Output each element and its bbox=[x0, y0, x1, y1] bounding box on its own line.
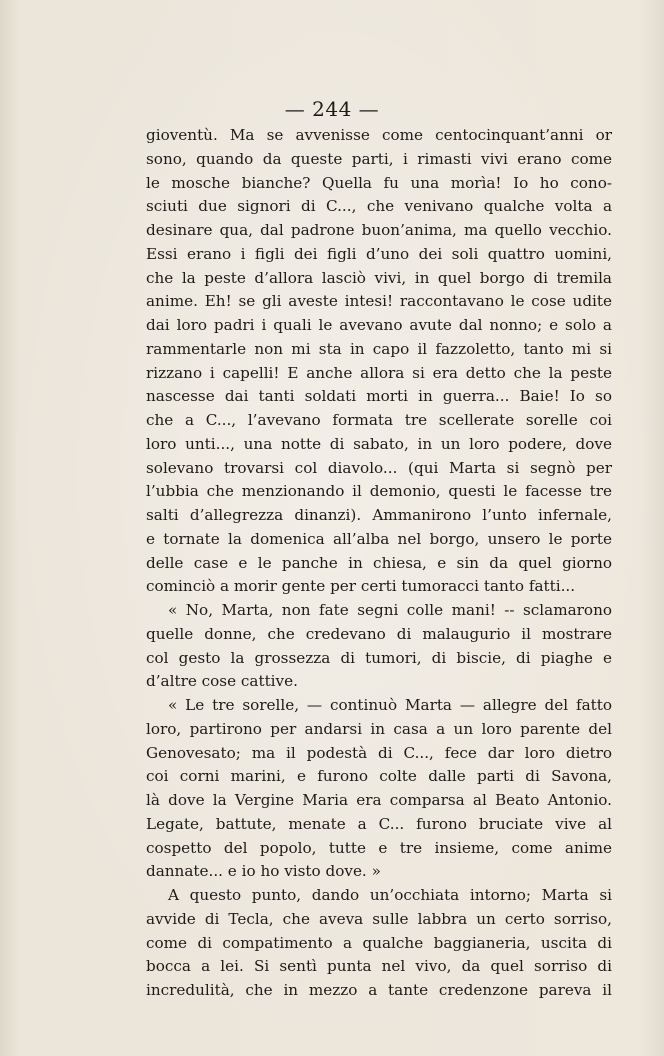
text-line: cominciò a morir gente per certi tumoracci tanto fatti... bbox=[146, 577, 576, 596]
text-line: cospetto del popolo, tutte e tre insieme, come anime bbox=[146, 838, 612, 857]
text-line: l’ubbia che menzionando il demonio, questi le facesse tre bbox=[146, 482, 612, 501]
text-line: Genovesato; ma il podestà di C..., fece dar loro dietro bbox=[146, 743, 612, 762]
text-line: d’altre cose cattive. bbox=[146, 672, 298, 691]
text-line: avvide di Tecla, che aveva sulle labbra un certo sorriso, bbox=[146, 909, 612, 928]
text-line: delle case e le panche in chiesa, e sin da quel giorno bbox=[146, 553, 612, 572]
text-line: nascesse dai tanti soldati morti in guerra... Baie! Io so bbox=[146, 387, 612, 406]
text-line: coi corni marini, e furono colte dalle parti di Savona, bbox=[146, 767, 612, 786]
text-line: col gesto la grossezza di tumori, di biscie, di piaghe e bbox=[146, 648, 612, 667]
text-line: incredulità, che in mezzo a tante credenzone pareva il bbox=[146, 981, 612, 999]
text-line: quelle donne, che credevano di malaugurio il mostrare bbox=[146, 624, 612, 643]
text-line: « Le tre sorelle, — continuò Marta — allegre del fatto bbox=[168, 696, 612, 714]
text-line: dannate... e io ho visto dove. » bbox=[146, 862, 381, 881]
page-number: — 244 — bbox=[284, 97, 380, 121]
text-line: salti d’allegrezza dinanzi). Ammanirono l’unto infernale, bbox=[146, 506, 612, 524]
text-line: come di compatimento a qualche baggianeria, uscita di bbox=[146, 933, 612, 952]
text-line: bocca a lei. Si sentì punta nel vivo, da quel sorriso di bbox=[146, 957, 612, 976]
body-text bbox=[146, 124, 612, 1003]
text-line: sono, quando da queste parti, i rimasti vivi erano come bbox=[146, 149, 612, 168]
text-line: loro unti..., una notte di sabato, in un loro podere, dove bbox=[146, 434, 612, 453]
text-line: rizzano i capelli! E anche allora si era detto che la peste bbox=[146, 363, 612, 382]
text-line: le mosche bianche? Quella fu una morìa! Io ho cono- bbox=[146, 173, 612, 192]
text-line: che la peste d’allora lasciò vivi, in quel borgo di tremila bbox=[146, 268, 612, 287]
text-line: loro, partirono per andarsi in casa a un loro parente del bbox=[146, 719, 612, 738]
text-line: desinare qua, dal padrone buon’anima, ma quello vecchio. bbox=[146, 221, 612, 239]
text-line: là dove la Vergine Maria era comparsa al Beato Antonio. bbox=[146, 791, 612, 809]
text-line: e tornate la domenica all’alba nel borgo, unsero le porte bbox=[146, 529, 612, 548]
text-line: « No, Marta, non fate segni colle mani! -- sclamarono bbox=[168, 601, 612, 619]
text-line: A questo punto, dando un’occhiata intorno; Marta si bbox=[168, 886, 612, 904]
text-line: che a C..., l’avevano formata tre scellerate sorelle coi bbox=[146, 411, 612, 429]
text-line: anime. Eh! se gli aveste intesi! raccontavano le cose udite bbox=[146, 292, 612, 311]
text-line: dai loro padri i quali le avevano avute dal nonno; e solo a bbox=[146, 316, 612, 334]
text-line: sciuti due signori di C..., che venivano qualche volta a bbox=[146, 197, 612, 216]
text-line: Legate, battute, menate a C... furono bruciate vive al bbox=[146, 814, 612, 833]
text-line: gioventù. Ma se avvenisse come centocinquant’anni or bbox=[146, 126, 612, 144]
text-line: Essi erano i figli dei figli d’uno dei soli quattro uomini, bbox=[146, 244, 612, 263]
text-line: rammentarle non mi sta in capo il fazzoletto, tanto mi si bbox=[146, 339, 612, 358]
text-line: solevano trovarsi col diavolo... (qui Marta si segnò per bbox=[146, 458, 612, 477]
